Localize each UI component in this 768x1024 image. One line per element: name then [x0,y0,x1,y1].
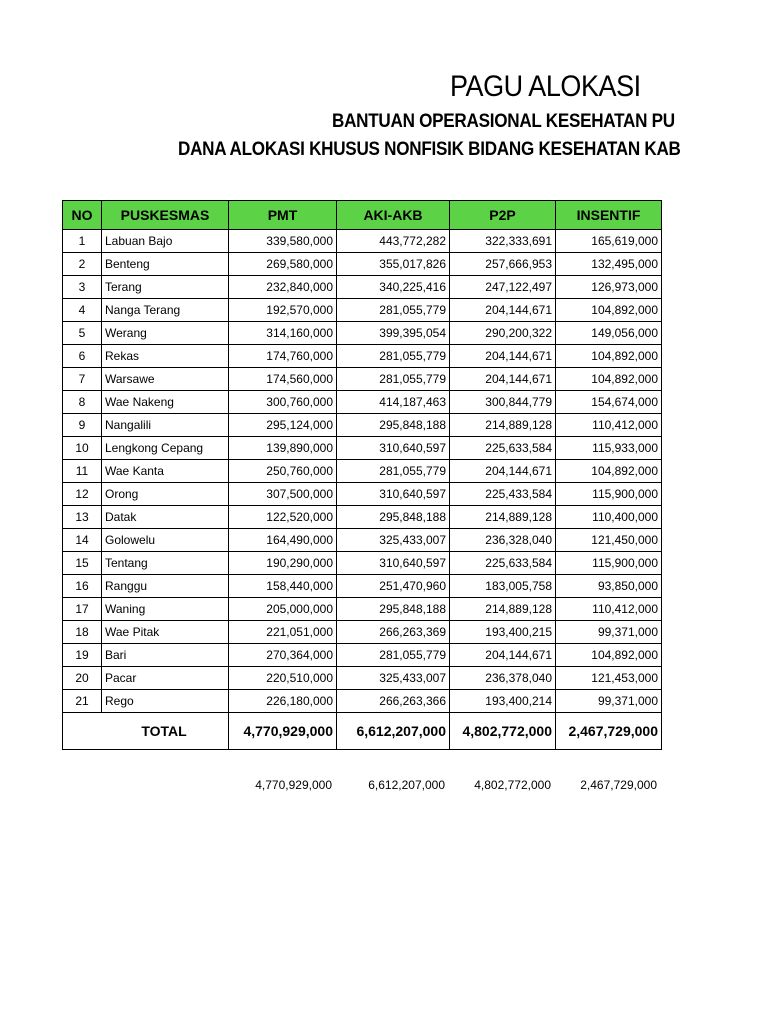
cell-p2p: 225,433,584 [450,483,556,506]
cell-p2p: 290,200,322 [450,322,556,345]
cell-p2p: 193,400,214 [450,690,556,713]
cell-p2p: 214,889,128 [450,598,556,621]
cell-insentif: 121,453,000 [556,667,662,690]
cell-puskesmas: Nanga Terang [102,299,229,322]
cell-p2p: 204,144,671 [450,345,556,368]
cell-puskesmas: Wae Pitak [102,621,229,644]
cell-insentif: 115,933,000 [556,437,662,460]
cell-pmt: 307,500,000 [229,483,337,506]
column-header-p2p: P2P [450,201,556,230]
cell-puskesmas: Ranggu [102,575,229,598]
cell-p2p: 204,144,671 [450,368,556,391]
cell-pmt: 221,051,000 [229,621,337,644]
cell-pmt: 270,364,000 [229,644,337,667]
cell-no: 4 [63,299,102,322]
total-pmt: 4,770,929,000 [229,713,337,750]
cell-no: 7 [63,368,102,391]
column-header-insentif: INSENTIF [556,201,662,230]
cell-pmt: 205,000,000 [229,598,337,621]
cell-insentif: 110,412,000 [556,598,662,621]
cell-pmt: 295,124,000 [229,414,337,437]
cell-no: 18 [63,621,102,644]
cell-puskesmas: Wae Kanta [102,460,229,483]
cell-pmt: 220,510,000 [229,667,337,690]
cell-insentif: 104,892,000 [556,460,662,483]
cell-puskesmas: Werang [102,322,229,345]
cell-aki-akb: 443,772,282 [337,230,450,253]
cell-p2p: 193,400,215 [450,621,556,644]
table-row [63,276,662,299]
cell-no: 11 [63,460,102,483]
cell-puskesmas: Tentang [102,552,229,575]
cell-puskesmas: Terang [102,276,229,299]
cell-pmt: 269,580,000 [229,253,337,276]
cell-aki-akb: 266,263,366 [337,690,450,713]
table-row [63,391,662,414]
cell-aki-akb: 266,263,369 [337,621,450,644]
table-row [63,667,662,690]
cell-insentif: 126,973,000 [556,276,662,299]
column-header-puskesmas: PUSKESMAS [102,201,229,230]
cell-puskesmas: Golowelu [102,529,229,552]
cell-aki-akb: 281,055,779 [337,345,450,368]
cell-insentif: 99,371,000 [556,621,662,644]
table-body [63,230,662,713]
cell-puskesmas: Bari [102,644,229,667]
table-row [63,322,662,345]
table-row [63,552,662,575]
cell-pmt: 190,290,000 [229,552,337,575]
cell-no: 20 [63,667,102,690]
cell-no: 3 [63,276,102,299]
total-aki-akb: 6,612,207,000 [337,713,450,750]
cell-pmt: 226,180,000 [229,690,337,713]
cell-no: 15 [63,552,102,575]
cell-aki-akb: 281,055,779 [337,299,450,322]
cell-puskesmas: Pacar [102,667,229,690]
cell-aki-akb: 355,017,826 [337,253,450,276]
cell-no: 14 [63,529,102,552]
cell-pmt: 139,890,000 [229,437,337,460]
check-total-aki-akb: 6,612,207,000 [368,778,445,792]
table-row [63,690,662,713]
cell-no: 21 [63,690,102,713]
cell-p2p: 236,328,040 [450,529,556,552]
cell-puskesmas: Warsawe [102,368,229,391]
table-row [63,621,662,644]
cell-puskesmas: Benteng [102,253,229,276]
cell-insentif: 115,900,000 [556,552,662,575]
cell-p2p: 183,005,758 [450,575,556,598]
cell-p2p: 204,144,671 [450,644,556,667]
cell-insentif: 93,850,000 [556,575,662,598]
cell-insentif: 104,892,000 [556,368,662,391]
cell-aki-akb: 310,640,597 [337,437,450,460]
cell-no: 17 [63,598,102,621]
cell-puskesmas: Nangalili [102,414,229,437]
cell-insentif: 104,892,000 [556,299,662,322]
table-row [63,529,662,552]
cell-insentif: 115,900,000 [556,483,662,506]
cell-insentif: 99,371,000 [556,690,662,713]
cell-pmt: 300,760,000 [229,391,337,414]
total-label-text: TOTAL [141,723,187,739]
table-row [63,368,662,391]
cell-insentif: 154,674,000 [556,391,662,414]
cell-insentif: 104,892,000 [556,345,662,368]
cell-aki-akb: 310,640,597 [337,552,450,575]
allocation-table [62,200,662,750]
table-header-row [63,201,662,230]
cell-aki-akb: 340,225,416 [337,276,450,299]
table-row [63,644,662,667]
check-total-p2p: 4,802,772,000 [474,778,551,792]
total-row [63,713,662,750]
table-row [63,345,662,368]
cell-p2p: 204,144,671 [450,460,556,483]
cell-p2p: 257,666,953 [450,253,556,276]
cell-aki-akb: 325,433,007 [337,667,450,690]
cell-no: 12 [63,483,102,506]
table-row [63,230,662,253]
cell-no: 9 [63,414,102,437]
cell-aki-akb: 281,055,779 [337,368,450,391]
cell-aki-akb: 310,640,597 [337,483,450,506]
cell-puskesmas: Rekas [102,345,229,368]
cell-no: 19 [63,644,102,667]
cell-no: 10 [63,437,102,460]
cell-insentif: 149,056,000 [556,322,662,345]
table-row [63,483,662,506]
cell-aki-akb: 295,848,188 [337,506,450,529]
cell-no: 6 [63,345,102,368]
total-p2p: 4,802,772,000 [450,713,556,750]
cell-aki-akb: 325,433,007 [337,529,450,552]
cell-p2p: 300,844,779 [450,391,556,414]
table-row [63,437,662,460]
cell-aki-akb: 251,470,960 [337,575,450,598]
cell-puskesmas: Wae Nakeng [102,391,229,414]
cell-insentif: 121,450,000 [556,529,662,552]
table-row [63,575,662,598]
table-row [63,253,662,276]
cell-aki-akb: 281,055,779 [337,644,450,667]
cell-puskesmas: Orong [102,483,229,506]
cell-puskesmas: Labuan Bajo [102,230,229,253]
table-row [63,598,662,621]
cell-pmt: 164,490,000 [229,529,337,552]
page-subtitle-1: BANTUAN OPERASIONAL KESEHATAN PU [332,111,675,132]
cell-pmt: 174,560,000 [229,368,337,391]
cell-pmt: 232,840,000 [229,276,337,299]
table-row [63,460,662,483]
cell-no: 2 [63,253,102,276]
table-row [63,506,662,529]
cell-aki-akb: 281,055,779 [337,460,450,483]
cell-pmt: 122,520,000 [229,506,337,529]
cell-insentif: 110,412,000 [556,414,662,437]
cell-puskesmas: Waning [102,598,229,621]
cell-aki-akb: 295,848,188 [337,414,450,437]
total-insentif: 2,467,729,000 [556,713,662,750]
cell-p2p: 214,889,128 [450,414,556,437]
cell-p2p: 225,633,584 [450,552,556,575]
cell-p2p: 204,144,671 [450,299,556,322]
cell-insentif: 132,495,000 [556,253,662,276]
cell-no: 16 [63,575,102,598]
cell-no: 13 [63,506,102,529]
cell-pmt: 192,570,000 [229,299,337,322]
page-title: PAGU ALOKASI [450,70,641,103]
column-header-pmt: PMT [229,201,337,230]
check-total-pmt: 4,770,929,000 [255,778,332,792]
cell-pmt: 174,760,000 [229,345,337,368]
cell-p2p: 225,633,584 [450,437,556,460]
column-header-aki-akb: AKI-AKB [337,201,450,230]
cell-aki-akb: 399,395,054 [337,322,450,345]
cell-pmt: 339,580,000 [229,230,337,253]
cell-p2p: 236,378,040 [450,667,556,690]
table-row [63,299,662,322]
cell-p2p: 214,889,128 [450,506,556,529]
check-total-insentif: 2,467,729,000 [580,778,657,792]
cell-aki-akb: 414,187,463 [337,391,450,414]
cell-no: 5 [63,322,102,345]
cell-insentif: 110,400,000 [556,506,662,529]
column-header-no: NO [63,201,102,230]
page-subtitle-2: DANA ALOKASI KHUSUS NONFISIK BIDANG KESEHATAN KAB [178,139,681,160]
cell-puskesmas: Datak [102,506,229,529]
table-row [63,414,662,437]
total-label [63,713,229,750]
cell-p2p: 322,333,691 [450,230,556,253]
cell-pmt: 250,760,000 [229,460,337,483]
cell-pmt: 314,160,000 [229,322,337,345]
cell-no: 8 [63,391,102,414]
cell-pmt: 158,440,000 [229,575,337,598]
cell-p2p: 247,122,497 [450,276,556,299]
cell-aki-akb: 295,848,188 [337,598,450,621]
cell-insentif: 165,619,000 [556,230,662,253]
cell-no: 1 [63,230,102,253]
cell-puskesmas: Lengkong Cepang [102,437,229,460]
cell-puskesmas: Rego [102,690,229,713]
cell-insentif: 104,892,000 [556,644,662,667]
